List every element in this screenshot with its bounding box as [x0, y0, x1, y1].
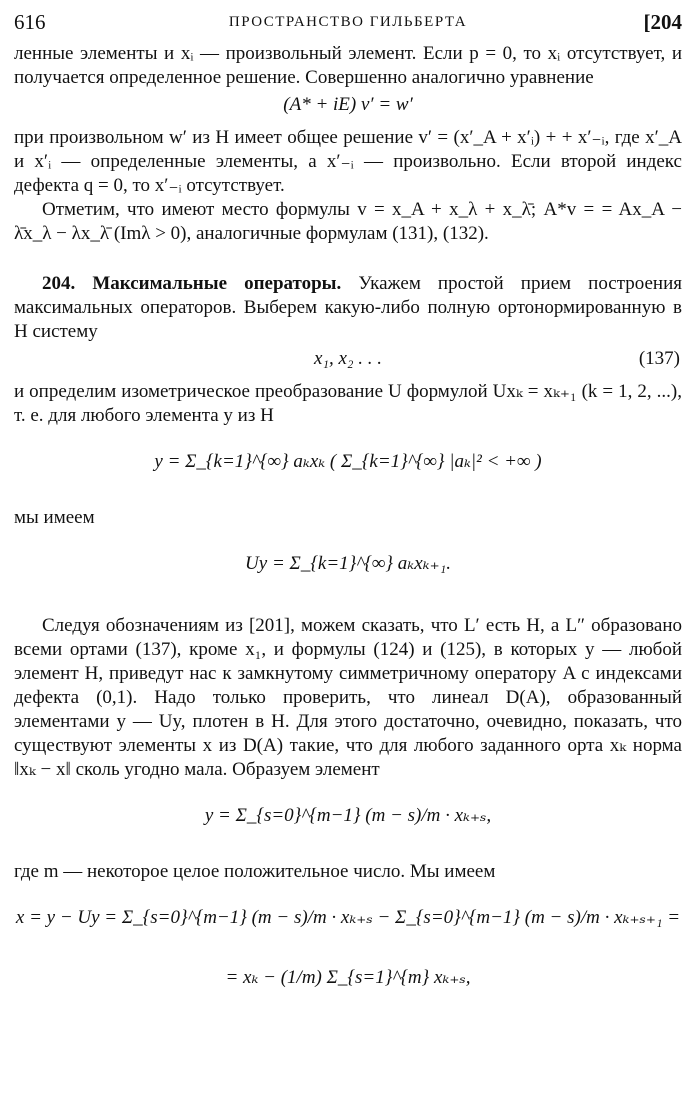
- equation-137-row: [14, 344, 682, 380]
- equation-3-row: [14, 428, 682, 506]
- running-header: [14, 8, 682, 42]
- paragraph-3: Отметим, что имеют место формулы v = x_A + x_λ + x_λ̄; A*v = = Ax_A − λ̄x_λ − λx_λ̄ (Imλ > 0), аналогичные формулам (131), (132).: [14, 199, 682, 244]
- equation-4: Uy = Σ_{k=1}^{∞} aₖxₖ₊₁.: [245, 553, 451, 574]
- paragraph-5: и определим изометрическое преобразование U формулой Uxₖ = xₖ₊₁ (k = 1, 2, ...), т. е. для любого элемента y из H: [14, 381, 682, 426]
- equation-6-row: [14, 884, 682, 962]
- paragraph-8: где m — некоторое целое положительное число. Мы имеем: [14, 861, 496, 882]
- equation-1: (A* + iE) v′ = w′: [283, 94, 413, 115]
- equation-1-row: [14, 90, 682, 126]
- page-number: 616: [14, 10, 46, 34]
- book-page: [14, 8, 682, 998]
- equation-7: = xₖ − (1/m) Σ_{s=1}^{m} xₖ₊ₛ,: [225, 967, 471, 988]
- equation-number: (137): [638, 348, 680, 369]
- paragraph-4: Укажем простой прием построения максимальных операторов. Выберем какую-либо полную ортонормированную в H систему: [14, 273, 682, 342]
- equation-4-row: [14, 530, 682, 608]
- equation-3: y = Σ_{k=1}^{∞} aₖxₖ ( Σ_{k=1}^{∞} |aₖ|² < +∞ ): [154, 451, 542, 472]
- section-204-intro: [14, 272, 682, 344]
- paragraph-1: ленные элементы и xᵢ — произвольный элемент. Если p = 0, то xᵢ отсутствует, и получается определенное решение. Совершенно аналогично уравнение: [14, 43, 682, 88]
- equation-5: y = Σ_{s=0}^{m−1} (m − s)/m · xₖ₊ₛ,: [204, 805, 492, 826]
- equation-7-row: [14, 962, 682, 998]
- equation-6: x = y − Uy = Σ_{s=0}^{m−1} (m − s)/m · xₖ₊ₛ − Σ_{s=0}^{m−1} (m − s)/m · xₖ₊ₛ₊₁ =: [15, 907, 681, 928]
- section-marker: [204: [643, 10, 682, 34]
- running-title: ПРОСТРАНСТВО ГИЛЬБЕРТА: [228, 14, 468, 30]
- section-heading: 204. Максимальные операторы.: [42, 273, 342, 294]
- paragraph-6: мы имеем: [14, 507, 95, 528]
- equation-5-row: [14, 782, 682, 860]
- equation-137: x₁, x₂ . . .: [313, 348, 383, 369]
- paragraph-2: при произвольном w′ из H имеет общее решение v′ = (x′_A + x′ᵢ) + + x′₋ᵢ, где x′_A и x′ᵢ — определенные элементы, а x′₋ᵢ — произвольно. Если второй индекс дефекта q = 0, то x′₋ᵢ отсутствует.: [14, 127, 682, 196]
- paragraph-7: Следуя обозначениям из [201], можем сказать, что L′ есть H, а L″ образовано всеми ортами (137), кроме x₁, и формулы (124) и (125), в которых y — любой элемент H, приведут нас к замкнутому симметричному оператору A с индексами дефекта (0,1). Надо только проверить, что линеал D(A), образованный элементами y — Uy, плотен в H. Для этого достаточно, очевидно, показать, что существуют элементы x из D(A) такие, что для любого заданного орта xₖ норма ‖xₖ − x‖ сколь угодно мала. Образуем элемент: [14, 615, 682, 780]
